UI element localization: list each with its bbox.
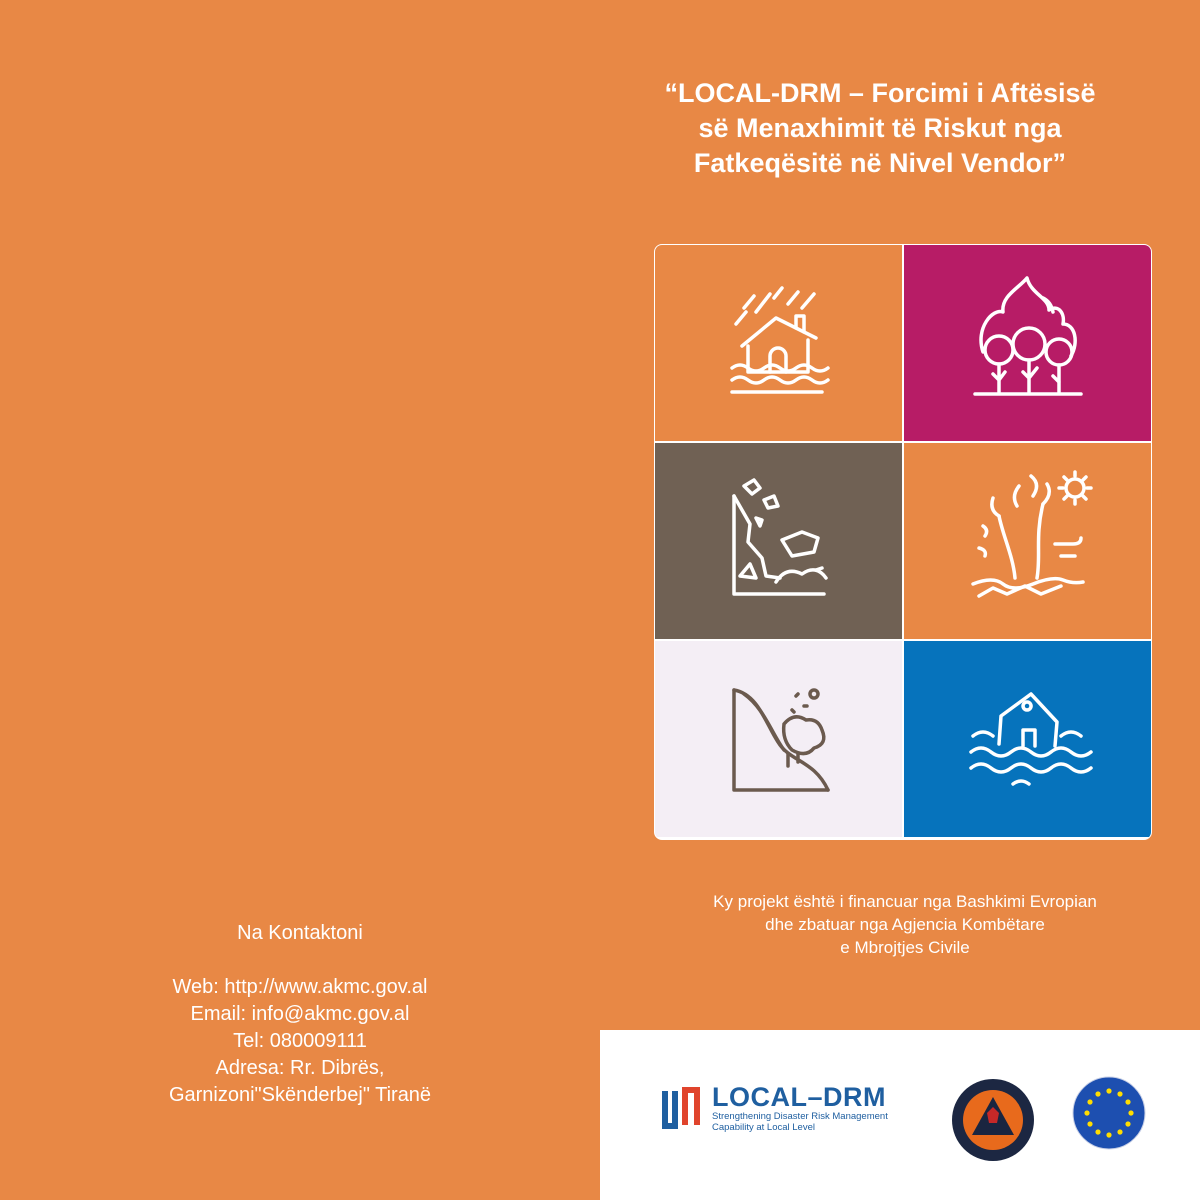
contact-address-2: Garnizoni"Skënderbej" Tiranë — [168, 1084, 432, 1106]
contact-web[interactable]: Web: http://www.akmc.gov.al — [172, 976, 428, 998]
hazard-icon-grid — [654, 244, 1152, 840]
brochure-title — [620, 76, 1140, 181]
contact-address-1: Adresa: Rr. Dibrës, — [215, 1057, 385, 1079]
landslide-icon — [704, 664, 854, 814]
contact-block — [100, 920, 500, 1109]
local-drm-mark-icon — [658, 1083, 704, 1133]
title-line-2: së Menaxhimit të Riskut nga — [698, 113, 1062, 143]
tile-rockfall — [655, 443, 902, 639]
funding-statement — [640, 890, 1170, 959]
funding-line-2: dhe zbatuar nga Agjencia Kombëtare — [765, 915, 1045, 934]
storm-house-icon — [704, 268, 854, 418]
tile-storm — [655, 245, 902, 441]
tile-landslide — [655, 641, 902, 837]
logo-panel — [600, 1030, 1200, 1200]
forest-fire-icon — [953, 268, 1103, 418]
title-line-3: Fatkeqësitë në Nivel Vendor” — [693, 148, 1067, 178]
eu-flag-icon — [1072, 1076, 1146, 1150]
title-line-1: “LOCAL-DRM – Forcimi i Aftësisë — [664, 78, 1096, 108]
brand-name: LOCAL–DRM — [712, 1082, 886, 1112]
contact-tel: Tel: 080009111 — [233, 1030, 367, 1052]
tile-drought — [904, 443, 1151, 639]
local-drm-logo — [658, 1083, 888, 1133]
contact-heading: Na Kontaktoni — [237, 922, 363, 944]
tile-fire — [904, 245, 1151, 441]
drought-tree-icon — [953, 466, 1103, 616]
flooded-house-icon — [953, 664, 1103, 814]
funding-line-3: e Mbrojtjes Civile — [840, 938, 970, 957]
brand-subtitle-2: Capability at Local Level — [712, 1122, 815, 1133]
brand-subtitle-1: Strengthening Disaster Risk Management — [712, 1111, 888, 1122]
tile-flood — [904, 641, 1151, 837]
funding-line-1: Ky projekt është i financuar nga Bashkimi Evropian — [713, 892, 1097, 911]
contact-email[interactable]: Email: info@akmc.gov.al — [190, 1003, 410, 1025]
civil-protection-emblem-icon — [950, 1077, 1036, 1163]
rockfall-icon — [704, 466, 854, 616]
